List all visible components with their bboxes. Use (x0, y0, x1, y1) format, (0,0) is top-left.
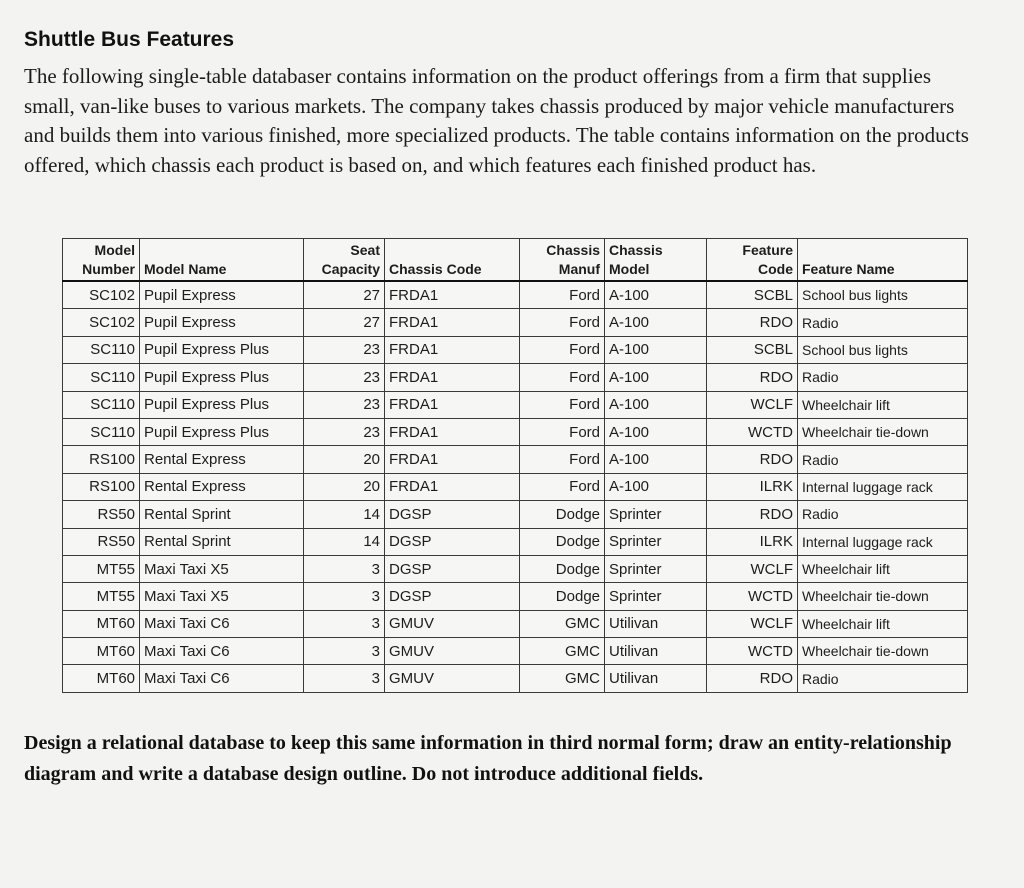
cell-chassis-manuf: Ford (520, 364, 605, 391)
cell-seat-capacity: 23 (304, 391, 385, 418)
cell-chassis-manuf: Dodge (520, 501, 605, 528)
cell-model-number: RS50 (63, 501, 140, 528)
cell-chassis-model: A-100 (605, 446, 707, 473)
cell-seat-capacity: 27 (304, 309, 385, 336)
cell-chassis-manuf: Dodge (520, 555, 605, 582)
cell-feature-name: Wheelchair lift (798, 555, 968, 582)
cell-model-name: Pupil Express Plus (140, 418, 304, 445)
cell-seat-capacity: 14 (304, 528, 385, 555)
cell-chassis-model: Sprinter (605, 583, 707, 610)
cell-feature-code: ILRK (707, 473, 798, 500)
table-row (63, 309, 968, 336)
cell-feature-name: Wheelchair tie-down (798, 583, 968, 610)
cell-model-name: Pupil Express Plus (140, 364, 304, 391)
cell-seat-capacity: 3 (304, 638, 385, 665)
cell-model-number: SC110 (63, 391, 140, 418)
cell-feature-code: RDO (707, 309, 798, 336)
cell-feature-name: Wheelchair lift (798, 610, 968, 637)
table-row (63, 473, 968, 500)
table-row (63, 418, 968, 445)
cell-chassis-code: DGSP (385, 583, 520, 610)
cell-model-name: Maxi Taxi C6 (140, 610, 304, 637)
cell-chassis-code: FRDA1 (385, 473, 520, 500)
cell-model-name: Maxi Taxi C6 (140, 638, 304, 665)
cell-model-name: Rental Sprint (140, 501, 304, 528)
cell-seat-capacity: 23 (304, 418, 385, 445)
cell-model-name: Maxi Taxi X5 (140, 583, 304, 610)
table-row (63, 364, 968, 391)
cell-feature-name: Radio (798, 446, 968, 473)
cell-seat-capacity: 3 (304, 610, 385, 637)
cell-chassis-code: FRDA1 (385, 446, 520, 473)
cell-model-number: MT55 (63, 583, 140, 610)
cell-feature-code: RDO (707, 501, 798, 528)
cell-chassis-model: Sprinter (605, 555, 707, 582)
table-row (63, 610, 968, 637)
cell-chassis-manuf: Ford (520, 336, 605, 363)
cell-chassis-manuf: Ford (520, 418, 605, 445)
cell-chassis-model: Utilivan (605, 665, 707, 692)
cell-chassis-model: A-100 (605, 364, 707, 391)
header-model-number: Model Number (63, 239, 140, 282)
cell-chassis-code: DGSP (385, 555, 520, 582)
cell-chassis-manuf: Ford (520, 309, 605, 336)
cell-chassis-manuf: Ford (520, 473, 605, 500)
cell-chassis-model: A-100 (605, 473, 707, 500)
header-chassis-code: Chassis Code (385, 239, 520, 282)
cell-model-name: Maxi Taxi X5 (140, 555, 304, 582)
header-seat-capacity: Seat Capacity (304, 239, 385, 282)
table-row (63, 583, 968, 610)
cell-chassis-code: GMUV (385, 638, 520, 665)
header-chassis-manuf: Chassis Manuf (520, 239, 605, 282)
header-feature-name: Feature Name (798, 239, 968, 282)
cell-chassis-model: A-100 (605, 309, 707, 336)
cell-feature-name: Wheelchair tie-down (798, 418, 968, 445)
table-row (63, 501, 968, 528)
cell-chassis-manuf: Dodge (520, 528, 605, 555)
table-row (63, 391, 968, 418)
cell-chassis-code: DGSP (385, 528, 520, 555)
cell-model-number: MT60 (63, 665, 140, 692)
cell-model-number: MT60 (63, 610, 140, 637)
cell-feature-code: WCTD (707, 583, 798, 610)
intro-paragraph: The following single-table databaser contains information on the product offerings from a firm that supplies small, van-like buses to various markets. The company takes chassis produced by major vehicle manufacturers and builds them into various finished, more specialized products. The table contains information on the products offered, which chassis each product is based on, and which features each finished product has. (24, 64, 969, 177)
cell-chassis-model: A-100 (605, 418, 707, 445)
cell-model-name: Rental Express (140, 446, 304, 473)
cell-chassis-code: FRDA1 (385, 336, 520, 363)
cell-chassis-code: GMUV (385, 665, 520, 692)
cell-model-number: MT55 (63, 555, 140, 582)
cell-model-number: RS100 (63, 473, 140, 500)
cell-feature-code: RDO (707, 665, 798, 692)
cell-seat-capacity: 27 (304, 281, 385, 309)
cell-feature-name: School bus lights (798, 336, 968, 363)
cell-chassis-code: GMUV (385, 610, 520, 637)
cell-feature-name: Wheelchair tie-down (798, 638, 968, 665)
cell-chassis-code: FRDA1 (385, 391, 520, 418)
cell-model-number: SC110 (63, 336, 140, 363)
cell-chassis-code: FRDA1 (385, 418, 520, 445)
cell-model-name: Pupil Express Plus (140, 336, 304, 363)
cell-model-number: SC110 (63, 418, 140, 445)
table-row (63, 555, 968, 582)
cell-feature-code: SCBL (707, 281, 798, 309)
cell-seat-capacity: 3 (304, 665, 385, 692)
cell-chassis-manuf: Ford (520, 391, 605, 418)
cell-seat-capacity: 3 (304, 583, 385, 610)
cell-feature-code: SCBL (707, 336, 798, 363)
cell-model-name: Pupil Express (140, 281, 304, 309)
cell-seat-capacity: 20 (304, 473, 385, 500)
cell-model-name: Pupil Express Plus (140, 391, 304, 418)
cell-chassis-code: FRDA1 (385, 281, 520, 309)
cell-feature-code: WCLF (707, 555, 798, 582)
cell-chassis-model: Utilivan (605, 638, 707, 665)
cell-chassis-model: Sprinter (605, 501, 707, 528)
cell-feature-name: Internal luggage rack (798, 473, 968, 500)
cell-feature-code: WCLF (707, 391, 798, 418)
header-feature-code: Feature Code (707, 239, 798, 282)
cell-feature-code: WCTD (707, 638, 798, 665)
cell-feature-code: ILRK (707, 528, 798, 555)
header-model-name: Model Name (140, 239, 304, 282)
cell-chassis-manuf: Dodge (520, 583, 605, 610)
cell-chassis-model: A-100 (605, 391, 707, 418)
table-row (63, 638, 968, 665)
cell-chassis-model: A-100 (605, 281, 707, 309)
cell-chassis-code: FRDA1 (385, 364, 520, 391)
cell-feature-code: WCTD (707, 418, 798, 445)
table-header-row (63, 239, 968, 282)
table-row (63, 665, 968, 692)
cell-chassis-manuf: GMC (520, 638, 605, 665)
cell-feature-name: School bus lights (798, 281, 968, 309)
table-row (63, 336, 968, 363)
table-row (63, 446, 968, 473)
cell-seat-capacity: 23 (304, 336, 385, 363)
shuttle-bus-features-table (62, 238, 968, 693)
cell-chassis-model: Utilivan (605, 610, 707, 637)
cell-chassis-model: A-100 (605, 336, 707, 363)
cell-feature-name: Radio (798, 501, 968, 528)
cell-seat-capacity: 23 (304, 364, 385, 391)
cell-chassis-model: Sprinter (605, 528, 707, 555)
cell-chassis-manuf: Ford (520, 281, 605, 309)
cell-feature-name: Radio (798, 309, 968, 336)
header-chassis-model: Chassis Model (605, 239, 707, 282)
cell-chassis-code: FRDA1 (385, 309, 520, 336)
cell-model-number: MT60 (63, 638, 140, 665)
table-row (63, 528, 968, 555)
cell-feature-name: Radio (798, 364, 968, 391)
cell-model-number: RS100 (63, 446, 140, 473)
cell-model-number: SC102 (63, 309, 140, 336)
cell-chassis-manuf: Ford (520, 446, 605, 473)
cell-chassis-manuf: GMC (520, 665, 605, 692)
cell-chassis-manuf: GMC (520, 610, 605, 637)
cell-model-name: Rental Sprint (140, 528, 304, 555)
cell-feature-code: RDO (707, 364, 798, 391)
document-title: Shuttle Bus Features (24, 28, 235, 51)
cell-feature-name: Internal luggage rack (798, 528, 968, 555)
cell-chassis-code: DGSP (385, 501, 520, 528)
cell-seat-capacity: 20 (304, 446, 385, 473)
cell-model-name: Pupil Express (140, 309, 304, 336)
assignment-question: Design a relational database to keep this same information in third normal form; draw an entity-relationship diagram and write a database design outline. Do not introduce additional fields. (24, 732, 952, 785)
cell-feature-code: RDO (707, 446, 798, 473)
table-body (63, 281, 968, 692)
cell-seat-capacity: 3 (304, 555, 385, 582)
table-row (63, 281, 968, 309)
cell-model-number: SC102 (63, 281, 140, 309)
cell-seat-capacity: 14 (304, 501, 385, 528)
cell-feature-code: WCLF (707, 610, 798, 637)
cell-model-number: RS50 (63, 528, 140, 555)
cell-model-name: Maxi Taxi C6 (140, 665, 304, 692)
cell-feature-name: Wheelchair lift (798, 391, 968, 418)
cell-model-number: SC110 (63, 364, 140, 391)
cell-model-name: Rental Express (140, 473, 304, 500)
cell-feature-name: Radio (798, 665, 968, 692)
